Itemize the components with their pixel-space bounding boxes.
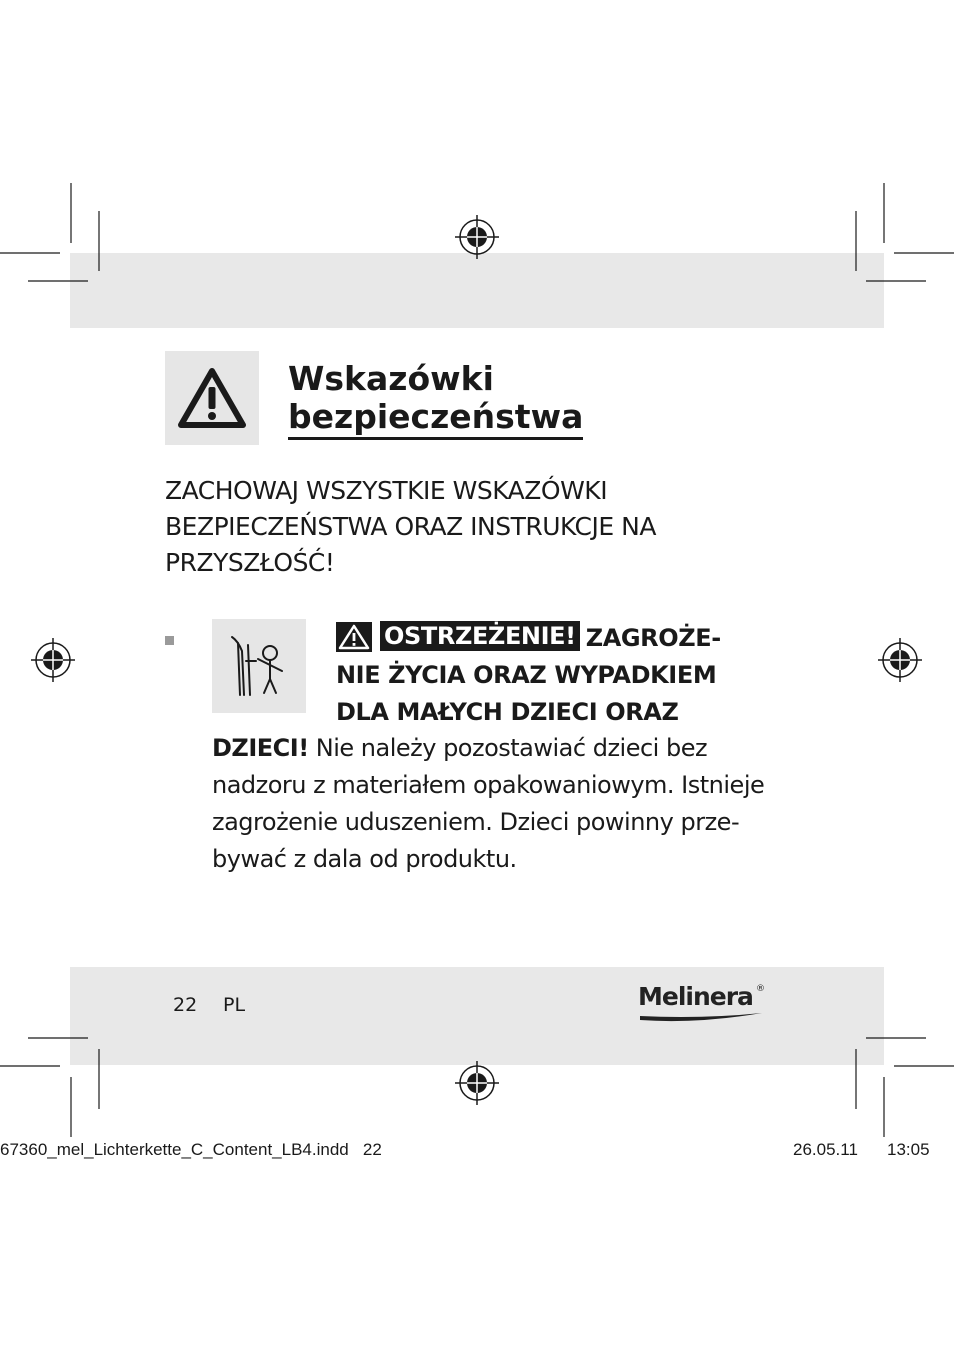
notice-line-2: BEZPIECZEŃSTWA ORAZ INSTRUKCJE NA [165,512,656,541]
warning-body-line-1-rest: Nie należy pozostawiać dzieci bez [308,734,708,762]
brand-name: Melinera [638,982,753,1011]
list-bullet [165,636,174,645]
warning-body-line-3: zagrożenie uduszeniem. Dzieci powinny prze- [212,808,740,836]
warning-body-bold: DZIECI! [212,734,309,762]
registration-mark-icon [455,1061,499,1105]
warning-body-line-4: bywać z dala od produktu. [212,845,517,873]
child-packaging-icon [224,631,294,701]
brand-logo [638,982,764,1026]
notice-line-1: ZACHOWAJ WSZYSTKIE WSKAZÓWKI [165,476,608,505]
page-title [288,360,583,440]
registration-mark-icon [455,215,499,259]
warning-heading-line-3: DLA MAŁYCH DZIECI ORAZ [336,698,679,726]
warning-heading-line-2: NIE ŻYCIA ORAZ WYPADKIEM [336,661,717,689]
language-code: PL [223,994,246,1016]
page-title-line-1: Wskazówki [288,359,494,398]
warning-heading [336,620,776,731]
registration-mark-icon [878,638,922,682]
warning-triangle-icon [177,367,247,429]
safety-icon-box [165,351,259,445]
page-number: 22 [173,994,198,1016]
warning-body-line-2: nadzoru z materiałem opakowaniowym. Istnieje [212,771,765,799]
slug-date: 26.05.11 [793,1140,858,1159]
page-title-line-2: bezpieczeństwa [288,398,583,440]
warning-body-line-1 [212,730,792,767]
warning-heading-rest: ZAGROŻE- [585,624,721,652]
retention-notice [165,473,805,581]
warning-triangle-icon [336,622,372,652]
slug-time: 13:05 [887,1140,930,1159]
brand-registered-mark: ® [756,984,765,994]
child-icon-box [212,619,306,713]
brand-swoosh-icon [638,1010,764,1024]
warning-badge: OSTRZEŻENIE! [380,621,580,651]
registration-mark-icon [31,638,75,682]
notice-line-3: PRZYSZŁOŚĆ! [165,548,335,577]
warning-heading-line-1 [336,620,776,657]
warning-body [212,730,792,878]
slug-filename: 67360_mel_Lichterkette_C_Content_LB4.indd 22 [0,1140,382,1159]
